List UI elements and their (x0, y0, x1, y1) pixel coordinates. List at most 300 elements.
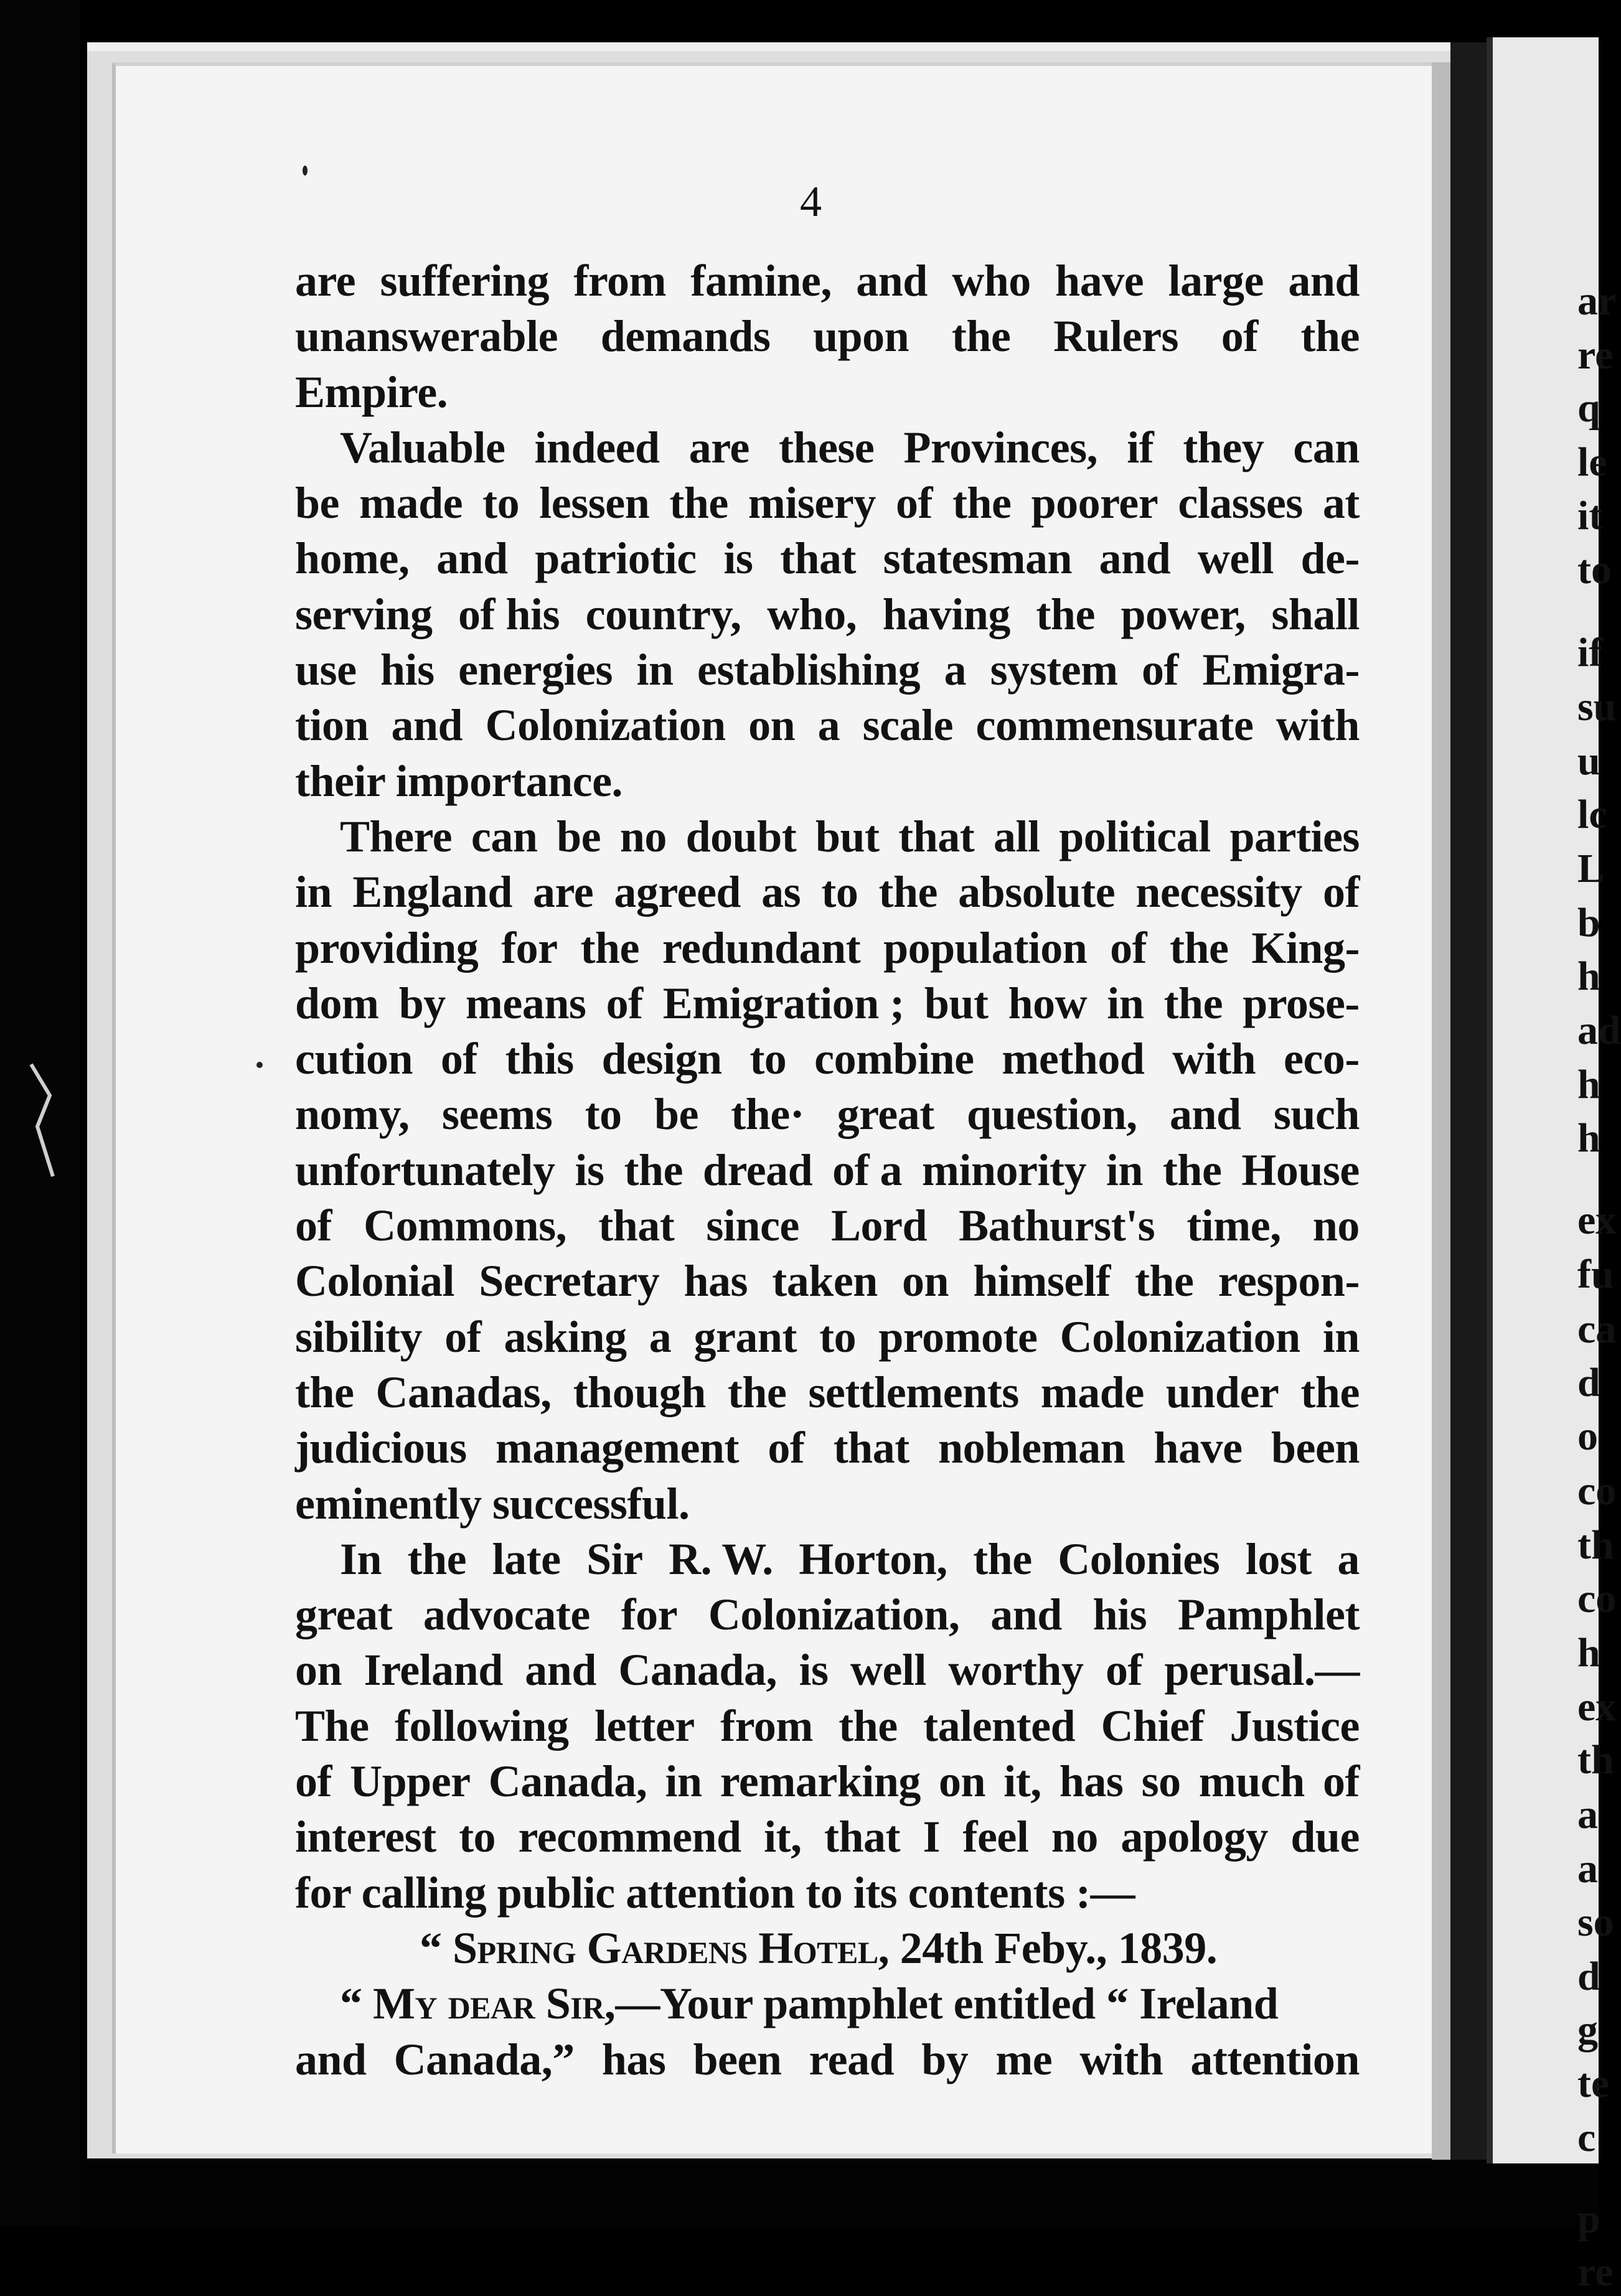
word: from (573, 256, 666, 306)
word: in (1106, 1145, 1143, 1195)
word: Ireland (364, 1645, 503, 1695)
word: a (649, 1311, 672, 1362)
word: has (1059, 1756, 1124, 1807)
word: upon (813, 311, 909, 362)
word: Emigra- (1202, 645, 1360, 695)
word: Valuable (340, 422, 505, 472)
word: under (1165, 1367, 1279, 1417)
word: me (995, 2034, 1053, 2084)
text-line (295, 2032, 1360, 2087)
adjacent-page-line: ad (1577, 1008, 1621, 1053)
text-line (295, 1087, 1360, 1142)
adjacent-page-line: a (1577, 1792, 1598, 1837)
word: by (921, 2034, 969, 2084)
word: for (501, 922, 558, 973)
adjacent-page-line: d (1577, 1954, 1600, 1999)
word: necessity (1135, 867, 1302, 917)
text-line (295, 1420, 1360, 1476)
word: talented (923, 1700, 1076, 1751)
word: the (407, 1534, 467, 1584)
scan-speck (303, 166, 308, 176)
text-line (295, 698, 1360, 753)
word: seems (441, 1089, 553, 1140)
text-line (295, 1476, 1360, 1532)
word: at (1322, 478, 1360, 528)
dateline (295, 1921, 1360, 1976)
word: to (482, 478, 520, 528)
word: large (1168, 256, 1264, 306)
adjacent-page-line: su (1577, 684, 1617, 729)
word: and (1169, 1089, 1241, 1140)
adjacent-page-line: a (1577, 1846, 1598, 1891)
word: the (1300, 311, 1360, 362)
word: in (295, 867, 332, 917)
word: doubt (685, 811, 797, 861)
text-line (295, 1253, 1360, 1309)
word: that (598, 1201, 675, 1251)
adjacent-page-line: d (1577, 1360, 1600, 1405)
word: misery (748, 478, 876, 528)
word: de- (1300, 533, 1360, 584)
text-line (295, 420, 1360, 476)
word: Bathurst's (959, 1201, 1155, 1251)
word: shall (1271, 589, 1360, 639)
word: it, (1003, 1756, 1041, 1807)
word: have (1055, 256, 1144, 306)
word: a (1337, 1534, 1360, 1584)
adjacent-page-line: c (1577, 2115, 1596, 2160)
word: his (380, 645, 435, 695)
word: no (1051, 1812, 1098, 1862)
word: has (684, 1256, 748, 1306)
word: been (1271, 1423, 1360, 1473)
word: Sir (586, 1534, 643, 1584)
word: following (394, 1700, 569, 1751)
dateline-hotel: Spring Gardens Hotel, (453, 1923, 890, 1973)
word: of (606, 978, 643, 1028)
word: and (1099, 533, 1171, 584)
word: their importance. (295, 756, 623, 806)
word: a (817, 700, 840, 751)
word: of (1322, 1756, 1360, 1807)
word: R. W. (669, 1534, 773, 1584)
word: taken (772, 1256, 878, 1306)
word: with (1172, 1034, 1256, 1084)
word: well (1197, 533, 1274, 584)
word: no (619, 811, 667, 861)
word: Canada, (488, 1756, 647, 1807)
word: and (436, 533, 508, 584)
word: late (492, 1534, 561, 1584)
word: absolute (958, 867, 1116, 917)
text-line (295, 309, 1360, 364)
word: in (665, 1756, 702, 1807)
word: Provinces, (903, 422, 1098, 472)
word: sibility (295, 1311, 423, 1362)
word: on (295, 1645, 342, 1695)
word: the (1036, 589, 1095, 639)
dateline-quote: “ (420, 1923, 453, 1973)
word: and (391, 700, 463, 751)
adjacent-page-line: lc (1577, 792, 1607, 837)
word: home, (295, 533, 410, 584)
text-line (295, 1587, 1360, 1642)
word: poorer (1031, 478, 1158, 528)
word: Justice (1229, 1700, 1360, 1751)
word: system (990, 645, 1118, 695)
word: is (575, 1145, 604, 1195)
text-line (295, 1198, 1360, 1253)
word: can (1293, 422, 1360, 472)
word: method (1002, 1034, 1145, 1084)
word: prose- (1243, 978, 1360, 1028)
word: be (654, 1089, 698, 1140)
word: but (815, 811, 880, 861)
text-line (295, 1754, 1360, 1809)
word: been (693, 2034, 782, 2084)
word: that (833, 1423, 909, 1473)
word: Empire. (295, 367, 448, 417)
adjacent-page-line: u (1577, 738, 1600, 784)
text-line (295, 1310, 1360, 1365)
word: to (819, 1311, 857, 1362)
word: made (359, 478, 463, 528)
word: how (1008, 978, 1088, 1028)
word: asking (504, 1311, 627, 1362)
text-line (295, 921, 1360, 976)
adjacent-page-line: L (1577, 846, 1605, 891)
word: are (295, 256, 356, 306)
text-line (295, 809, 1360, 865)
word: the (624, 1145, 683, 1195)
word: of (444, 1311, 482, 1362)
adjacent-page-line: to (1577, 547, 1612, 593)
word: a (944, 645, 967, 695)
word: indeed (534, 422, 660, 472)
word: There (340, 811, 453, 861)
word: since (706, 1201, 799, 1251)
word: is (799, 1645, 829, 1695)
word: for calling public attention to its contents :— (295, 1867, 1135, 1918)
text-line (295, 1031, 1360, 1087)
word: of (295, 1756, 332, 1807)
word: to (459, 1812, 496, 1862)
salutation-quote: “ (340, 1979, 373, 2029)
word: famine, (690, 256, 832, 306)
text-line (295, 642, 1360, 698)
word: judicious (295, 1423, 467, 1473)
word: the (1300, 1367, 1360, 1417)
word: worthy (948, 1645, 1084, 1695)
word: for (621, 1590, 678, 1640)
adjacent-page-line: h (1577, 954, 1600, 999)
word: can (471, 811, 538, 861)
word: dread (702, 1145, 813, 1195)
word: nomy, (295, 1089, 410, 1140)
word: are (688, 422, 749, 472)
word: Rulers (1053, 311, 1179, 362)
word: but (924, 978, 989, 1028)
adjacent-page-line: ca (1577, 1306, 1617, 1352)
dateline-date: 24th Feby., 1839. (889, 1923, 1218, 1973)
text-line (295, 1865, 1360, 1921)
salutation-address: My dear Sir, (373, 1979, 616, 2029)
scan-background-bottom (80, 2160, 1599, 2226)
word: I (923, 1812, 941, 1862)
word: grant (693, 1311, 797, 1362)
word: letter (594, 1700, 695, 1751)
word: great (295, 1590, 393, 1640)
word: these (778, 422, 875, 472)
word: power, (1121, 589, 1246, 639)
word: of (1142, 645, 1179, 695)
word: the (1163, 978, 1223, 1028)
adjacent-page-line: ar (1577, 278, 1617, 324)
word: interest (295, 1812, 436, 1862)
word: King- (1251, 922, 1360, 973)
torn-edge-mark (25, 1058, 62, 1183)
word: be (557, 811, 601, 861)
word: have (1153, 1423, 1243, 1473)
word: Lord (830, 1201, 928, 1251)
word: well (850, 1645, 926, 1695)
word: use (295, 645, 357, 695)
word: much (1198, 1756, 1305, 1807)
word: redundant (662, 922, 861, 973)
adjacent-page-line: h (1577, 1115, 1600, 1161)
word: Colonization (485, 700, 726, 751)
text-line (295, 865, 1360, 920)
word: advocate (423, 1590, 590, 1640)
adjacent-page-line: co (1577, 1576, 1617, 1621)
word: statesman (883, 533, 1073, 584)
word: made (1040, 1367, 1144, 1417)
word: England (352, 867, 512, 917)
word: and (1288, 256, 1360, 306)
word: that (779, 533, 856, 584)
adjacent-page-line: o (1577, 1413, 1598, 1459)
word: remarking (720, 1756, 921, 1807)
word: minority (922, 1145, 1086, 1195)
word: of (440, 1034, 477, 1084)
word: time, (1186, 1201, 1281, 1251)
word: energies (458, 645, 613, 695)
text-line (295, 1809, 1360, 1865)
word: the (1170, 922, 1229, 973)
word: combine (814, 1034, 974, 1084)
adjacent-page-line: fu (1577, 1252, 1614, 1297)
word: to (749, 1034, 787, 1084)
text-line (295, 1642, 1360, 1698)
adjacent-page-line: re (1577, 2249, 1614, 2295)
word: unanswerable (295, 311, 558, 362)
word: on (902, 1256, 949, 1306)
word: scale (862, 700, 954, 751)
word: the (839, 1700, 898, 1751)
word: of his (458, 589, 560, 639)
adjacent-page-line: q (1577, 385, 1600, 431)
word: and (525, 1645, 596, 1695)
word: suffering (380, 256, 549, 306)
word: in (1107, 978, 1144, 1028)
word: of (1221, 311, 1258, 362)
word: means (465, 978, 586, 1028)
word: and (295, 2034, 367, 2084)
word: the (973, 1534, 1032, 1584)
word: House (1241, 1145, 1360, 1195)
word: Horton, (799, 1534, 947, 1584)
word: so (1141, 1756, 1181, 1807)
word: Canada, (618, 1645, 777, 1695)
word: Colonization, (708, 1590, 960, 1640)
word: perusal.— (1164, 1645, 1360, 1695)
word: dom (295, 978, 379, 1028)
word: apology (1121, 1812, 1268, 1862)
text-line (295, 365, 1360, 420)
adjacent-page-line: h (1577, 1062, 1600, 1107)
text-line (295, 476, 1360, 531)
word: tion (295, 700, 369, 751)
word: with (1079, 2034, 1163, 2084)
word: the (1135, 1256, 1194, 1306)
word: the· (731, 1089, 805, 1140)
word: Colonial (295, 1256, 455, 1306)
adjacent-page-line: g (1577, 2007, 1598, 2053)
text-line (295, 1143, 1360, 1198)
word: providing (295, 922, 479, 973)
book-gutter (1450, 42, 1487, 2160)
word: it, (764, 1812, 802, 1862)
word: country, (585, 589, 741, 639)
word: Canada,” (393, 2034, 575, 2084)
word: this (505, 1034, 574, 1084)
word: classes (1178, 478, 1303, 528)
word: is (723, 533, 753, 584)
adjacent-page-line: co (1577, 1468, 1617, 1514)
word: eminently successful. (295, 1478, 690, 1529)
word: Commons, (364, 1201, 567, 1251)
word: design (601, 1034, 722, 1084)
word: of (1105, 1645, 1142, 1695)
body-text (295, 253, 1360, 2087)
word: that (824, 1812, 901, 1862)
word: from (720, 1700, 813, 1751)
word: such (1273, 1089, 1360, 1140)
word: the (951, 311, 1011, 362)
word: in (636, 645, 674, 695)
word: by (398, 978, 446, 1028)
adjacent-page-line: th (1577, 1522, 1614, 1568)
word: having (882, 589, 1010, 639)
word: the (878, 867, 937, 917)
word: if (1127, 422, 1154, 472)
word: the (295, 1367, 354, 1417)
word: himself (973, 1256, 1111, 1306)
adjacent-page-line: ex (1577, 1684, 1617, 1730)
word: to (585, 1089, 622, 1140)
word: and (856, 256, 928, 306)
adjacent-page-line: b (1577, 900, 1600, 945)
word: Secretary (479, 1256, 660, 1306)
text-line (295, 253, 1360, 309)
word: parties (1229, 811, 1360, 861)
word: settlements (808, 1367, 1019, 1417)
word: the (952, 478, 1012, 528)
word: agreed (614, 867, 741, 917)
word: political (1059, 811, 1211, 861)
word: eco- (1284, 1034, 1360, 1084)
adjacent-page-line: te (1577, 2061, 1610, 2106)
word: Colonies (1058, 1534, 1220, 1584)
text-line (295, 531, 1360, 586)
word: to (821, 867, 858, 917)
word: serving (295, 589, 433, 639)
word: In (340, 1534, 382, 1584)
word: unfortunately (295, 1145, 555, 1195)
word: of (295, 1201, 332, 1251)
word: recommend (518, 1812, 741, 1862)
text-line (295, 1365, 1360, 1420)
word: with (1276, 700, 1360, 751)
adjacent-page-line: it (1577, 493, 1603, 538)
word: question, (967, 1089, 1137, 1140)
word: of (1110, 922, 1147, 973)
word: demands (600, 311, 771, 362)
word: The (295, 1700, 369, 1751)
adjacent-page-line: p (1577, 2196, 1600, 2242)
word: commensurate (975, 700, 1254, 751)
word: Emigration ; (662, 978, 904, 1028)
adjacent-page-fragment (1487, 37, 1621, 2295)
word: the (669, 478, 728, 528)
adjacent-page-line: re (1577, 332, 1614, 378)
text-line (295, 1699, 1360, 1754)
word: Pamphlet (1177, 1590, 1360, 1640)
word: respon- (1218, 1256, 1360, 1306)
final-line-container (295, 2032, 1360, 2087)
word: and (990, 1590, 1062, 1640)
word: lessen (539, 478, 650, 528)
text-line (295, 754, 1360, 809)
adjacent-page-line: if (1577, 630, 1603, 675)
word: feel (962, 1812, 1029, 1862)
word: lost (1245, 1534, 1312, 1584)
text-line (295, 587, 1360, 642)
adjacent-page-line: so (1577, 1900, 1614, 1945)
word: cution (295, 1034, 413, 1084)
scan-speck (256, 1062, 263, 1068)
adjacent-page-line: ex (1577, 1197, 1617, 1243)
word: no (1312, 1201, 1360, 1251)
word: of (768, 1423, 805, 1473)
word: on (939, 1756, 986, 1807)
word: that (898, 811, 975, 861)
word: nobleman (938, 1423, 1125, 1473)
word: Chief (1101, 1700, 1205, 1751)
word: on (748, 700, 796, 751)
word: attention (1190, 2034, 1360, 2084)
salutation (295, 1976, 1360, 2031)
text-line (295, 976, 1360, 1031)
word: in (1322, 1311, 1360, 1362)
word: management (495, 1423, 739, 1473)
word: read (809, 2034, 895, 2084)
salutation-text: —Your pamphlet entitled “ Ireland (615, 1979, 1279, 2029)
word: all (994, 811, 1040, 861)
word: the (1162, 1145, 1222, 1195)
word: of (1322, 867, 1360, 917)
adjacent-page-line: le (1577, 439, 1607, 485)
